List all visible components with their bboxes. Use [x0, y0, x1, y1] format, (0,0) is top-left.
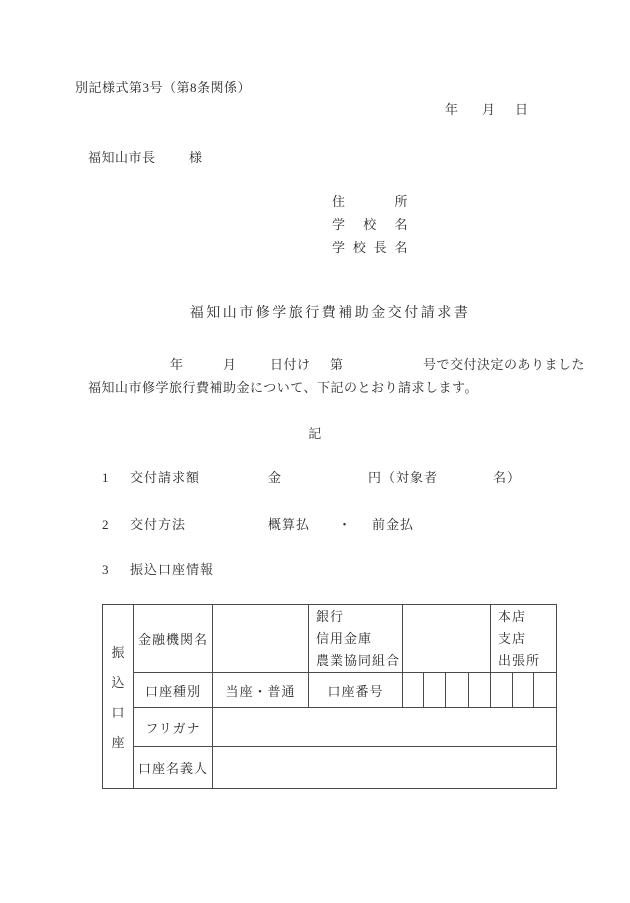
- item-1-label: 交付請求額: [130, 470, 201, 485]
- branch-name-input-cell: [403, 605, 491, 673]
- financial-institution-input-cell: [213, 605, 309, 673]
- branch-type-branch: 支店: [498, 630, 527, 646]
- item-3-label: 振込口座情報: [130, 562, 215, 577]
- decision-number-prefix: 第: [330, 357, 344, 372]
- table-row-account-number: [103, 673, 557, 708]
- target-count-suffix-label: 名）: [493, 470, 522, 485]
- date-year-label: 年: [445, 102, 459, 117]
- ki-heading: 記: [308, 426, 322, 441]
- item-1-number: 1: [102, 470, 109, 485]
- account-number-digit-cell: [513, 673, 534, 708]
- account-number-digit-cell: [534, 673, 557, 708]
- branch-type-cell: [491, 605, 557, 673]
- branch-type-sub-branch: 出張所: [498, 652, 541, 668]
- school-name-label-line: 学 校 名: [332, 217, 408, 232]
- account-number-digit-cell: [403, 673, 424, 708]
- address-label-line: 住 所: [332, 194, 408, 209]
- item-2-number: 2: [102, 517, 109, 532]
- account-type-options-cell: 当座・普通: [213, 673, 309, 708]
- branch-type-head-office: 本店: [498, 608, 527, 624]
- holder-input-cell: [213, 747, 557, 789]
- table-row-furigana: [103, 708, 557, 747]
- addressee-name: 福知山市長: [88, 150, 156, 165]
- form-number: 別記様式第3号（第8条関係）: [75, 80, 252, 95]
- transfer-account-side-label: 振 込 口 座: [111, 645, 125, 750]
- signature-block: [332, 194, 408, 263]
- date-month-label: 月: [482, 102, 496, 117]
- furigana-input-cell: [213, 708, 557, 747]
- date-day-label: 日: [515, 102, 529, 117]
- institution-type-bank: 銀行: [316, 608, 345, 624]
- item-row-payment-method: [0, 517, 630, 535]
- institution-type-shinkin: 信用金庫: [316, 630, 373, 646]
- payment-option-estimate: 概算払: [268, 517, 311, 532]
- holder-label-cell: 口座名義人: [134, 747, 213, 789]
- principal-name-label-line: 学 校 長 名: [332, 240, 408, 255]
- item-3-number: 3: [102, 562, 109, 577]
- amount-suffix-label: 円（対象者: [368, 470, 439, 485]
- institution-type-jacoop: 農業協同組合: [316, 652, 401, 668]
- account-type-label-cell: 口座種別: [134, 673, 213, 708]
- decision-month-label: 月: [223, 357, 237, 372]
- addressee-line: [0, 150, 630, 168]
- item-row-requested-amount: [0, 470, 630, 488]
- account-number-digit-cell: [469, 673, 491, 708]
- institution-type-cell: [309, 605, 403, 673]
- amount-prefix-label: 金: [268, 470, 282, 485]
- document-title: 福知山市修学旅行費補助金交付請求書: [189, 306, 471, 321]
- furigana-label-cell: フリガナ: [134, 708, 213, 747]
- request-statement-line1: [0, 357, 630, 375]
- request-statement-line2: 福知山市修学旅行費補助金について、下記のとおり請求します。: [88, 380, 478, 395]
- account-number-label-cell: 口座番号: [309, 673, 403, 708]
- table-row-institution: [103, 605, 557, 673]
- decision-year-label: 年: [170, 357, 184, 372]
- payment-option-advance: 前金払: [372, 517, 415, 532]
- account-number-digit-cell: [491, 673, 513, 708]
- financial-institution-label-cell: 金融機関名: [134, 605, 213, 673]
- decision-day-label: 日付け: [270, 357, 311, 372]
- account-number-digit-cell: [424, 673, 446, 708]
- table-row-account-holder: [103, 747, 557, 789]
- date-line: [0, 102, 630, 120]
- account-number-digit-cell: [446, 673, 469, 708]
- item-row-bank-account: [0, 562, 630, 580]
- item-2-label: 交付方法: [130, 517, 187, 532]
- addressee-honorific: 様: [189, 150, 203, 165]
- bank-account-table: [102, 604, 557, 789]
- transfer-account-side-header-cell: [103, 605, 134, 789]
- decision-number-suffix: 号で交付決定のありました: [423, 357, 586, 372]
- payment-option-separator: ・: [338, 517, 352, 532]
